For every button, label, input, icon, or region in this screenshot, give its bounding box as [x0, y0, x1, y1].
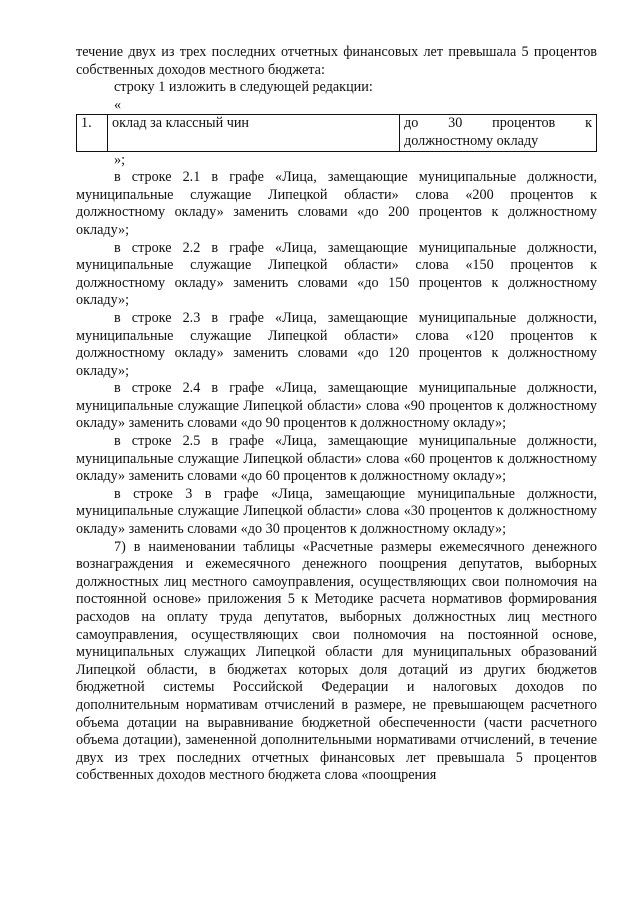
table-row: [77, 115, 597, 151]
edit-row-2-4: в строке 2.4 в графе «Лица, замещающие муниципальные должности, муниципальные служащие Липецкой области» слова «90 процентов к должностному окладу» заменить словами «до 90 процентов к должностному окладу»;: [76, 380, 597, 432]
row-value-cell: до 30 процентов к должностному окладу: [400, 115, 597, 151]
edit-row-3: в строке 3 в графе «Лица, замещающие муниципальные должности, муниципальные служащие Липецкой области» слова «30 процентов к должностному окладу» заменить словами «до 30 процентов к должностному окладу»;: [76, 485, 597, 538]
edit-row-2-5: в строке 2.5 в графе «Лица, замещающие муниципальные должности, муниципальные служащие Липецкой области» слова «60 процентов к должностному окладу» заменить словами «до 60 процентов к должностному окладу»;: [76, 433, 597, 485]
amendment-table: [76, 114, 597, 151]
row-number-cell: 1.: [77, 115, 108, 151]
paragraph-item-7: 7) в наименовании таблицы «Расчетные размеры ежемесячного денежного вознаграждения и ежемесячного денежного поощрения депутатов, выборных должностных лиц местного самоуправления, осуществляющих свои полномочия на постоянной основе» приложения 5 к Методике расчета нормативов формирования расходов на оплату труда депутатов, выборных должностных лиц местного самоуправления, осуществляющих свои полномочия на постоянной основе, муниципальных служащих Липецкой области для муниципальных образований Липецкой области, в бюджетах которых доля дотаций из других бюджетов бюджетной системы Российской Федерации и налоговых доходов по дополнительным нормативам отчислений в размере, не превышающем расчетного объема дотации на выравнивание бюджетной обеспеченности (части расчетного объема дотации), замененной дополнительными нормативами отчислений, в течение двух из трех последних отчетных финансовых лет превышала 5 процентов собственных доходов местного бюджета слова «поощрения: [76, 538, 597, 784]
paragraph-row1-instruction: строку 1 изложить в следующей редакции:: [114, 79, 373, 96]
edit-row-2-1: в строке 2.1 в графе «Лица, замещающие муниципальные должности, муниципальные служащие Липецкой области» слова «200 процентов к должностному окладу» заменить словами «до 200 процентов к должностному окладу»;: [76, 169, 597, 238]
edit-row-2-3: в строке 2.3 в графе «Лица, замещающие муниципальные должности, муниципальные служащие Липецкой области» слова «120 процентов к должностному окладу» заменить словами «до 120 процентов к должностному окладу»;: [76, 309, 597, 379]
closing-quote: »;: [114, 151, 126, 168]
row-item-cell: оклад за классный чин: [108, 115, 400, 151]
opening-quote: «: [114, 96, 122, 113]
paragraph-continuation: течение двух из трех последних отчетных финансовых лет превышала 5 процентов собственных доходов местного бюджета:: [76, 44, 597, 78]
edit-row-2-2: в строке 2.2 в графе «Лица, замещающие муниципальные должности, муниципальные служащие Липецкой области» слова «150 процентов к должностному окладу» заменить словами «до 150 процентов к должностному окладу»;: [76, 239, 597, 309]
